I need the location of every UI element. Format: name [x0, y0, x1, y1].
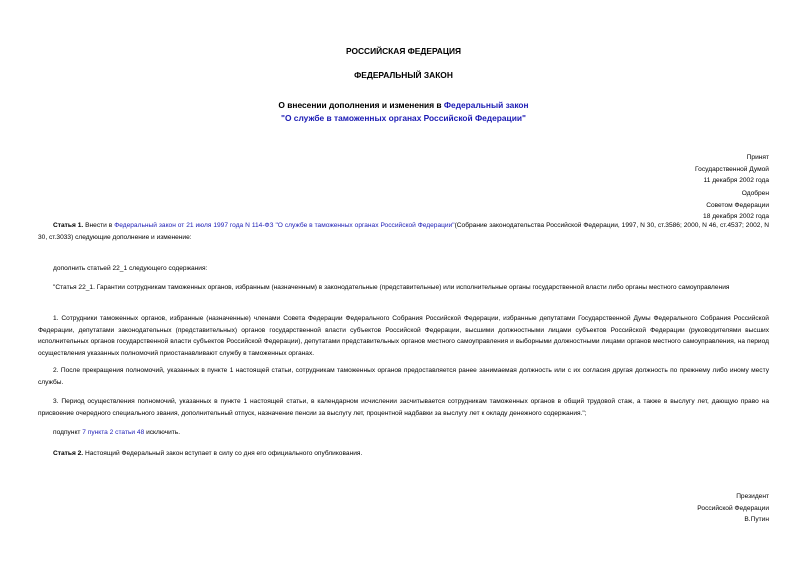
point-3: 3. Период осуществления полномочий, указанных в пункте 1 настоящей статьи, в календарном исчислении засчитывается сотрудникам таможенных органов в общий трудовой стаж, а также в выслугу лет, дающую право на присвоение очередного специального звания, дополнительный отпуск, назначение пенсии за выслугу лет, процентной надбавки за выслугу лет к окладу денежного содержания.";	[38, 398, 769, 417]
article22-1-title: "Статья 22_1. Гарантии сотрудникам таможенных органов, избранным (назначенным) в законодательные (представительные) или исполнительные органы государственной власти либо органы местного самоуправления	[53, 284, 730, 291]
doc-type-heading: ФЕДЕРАЛЬНЫЙ ЗАКОН	[354, 70, 453, 80]
signature-line: Российской Федерации	[697, 504, 769, 512]
article48-link[interactable]: 7 пункта 2 статьи 48	[82, 429, 145, 436]
adoption-line: 11 декабря 2002 года	[703, 177, 769, 185]
article2-label: Статья 2.	[53, 450, 84, 457]
point-1: 1. Сотрудники таможенных органов, избранные (назначенные) членами Совета Федерации Федерального Собрания Российской Федерации, избранные депутатами Государственной Думы Федерального Собрания Российской Федерации, депутатами законодательных (представительных) органов государственной власти субъектов Российской Федерации, высшими должностными лицами субъектов Российской Федерации (руководителями высших исполнительных органов государственной власти субъектов Российской Федерации), депутатами представительных органов местного самоуправления и выборными должностными лицами органов местного самоуправления, на период осуществления указанных полномочий приостанавливают службу в таможенных органах.	[38, 315, 769, 357]
exclude-pre: подпункт	[53, 429, 83, 436]
title-line2-link[interactable]: "О службе в таможенных органах Российской Федерации"	[281, 112, 526, 123]
exclude-post: исключить.	[144, 429, 181, 436]
country-heading: РОССИЙСКАЯ ФЕДЕРАЦИЯ	[345, 46, 462, 56]
article2-text: Настоящий Федеральный закон вступает в силу со дня его официального опубликования.	[83, 450, 363, 457]
title-link-federal-law[interactable]: Федеральный закон	[443, 100, 529, 110]
council-approval	[703, 188, 769, 223]
article1-intro-post: (Собрание законодательства Российской Федерации, 1997, N 30, ст.3586; 2000, N 46, ст.4537; 2002, N 30, ст.3033) следующие дополнение и изменение:	[38, 222, 769, 241]
article1-intro-pre: Внести в	[83, 222, 115, 229]
duma-adoption	[695, 152, 769, 187]
approval-line: Одобрен	[741, 190, 769, 197]
add-article-line: дополнить статьей 22_1 следующего содержания:	[53, 265, 208, 272]
article1-label: Статья 1.	[53, 222, 84, 229]
adoption-line: Принят	[746, 154, 769, 161]
law-114-link[interactable]: Федеральный закон от 21 июля 1997 года N 114-ФЗ "О службе в таможенных органах Российской Федерации"	[114, 222, 455, 229]
signature-line: В.Путин	[744, 516, 769, 524]
approval-line: Советом Федерации	[706, 201, 769, 209]
article2	[38, 448, 769, 460]
signature-block	[697, 491, 769, 526]
title-prefix: О внесении дополнения и изменения в	[278, 100, 444, 110]
point-2: 2. После прекращения полномочий, указанных в пункте 1 настоящей статьи, сотрудникам таможенных органов предоставляется ранее занимаемая должность или с их согласия другая должность по прежнему либо иному месту службы.	[38, 367, 769, 386]
article1-intro	[38, 220, 769, 243]
exclude-line	[38, 427, 769, 439]
law-title	[0, 99, 807, 124]
approval-line: 18 декабря 2002 года	[703, 213, 769, 221]
signature-line: Президент	[736, 493, 769, 500]
adoption-line: Государственной Думой	[695, 165, 769, 173]
